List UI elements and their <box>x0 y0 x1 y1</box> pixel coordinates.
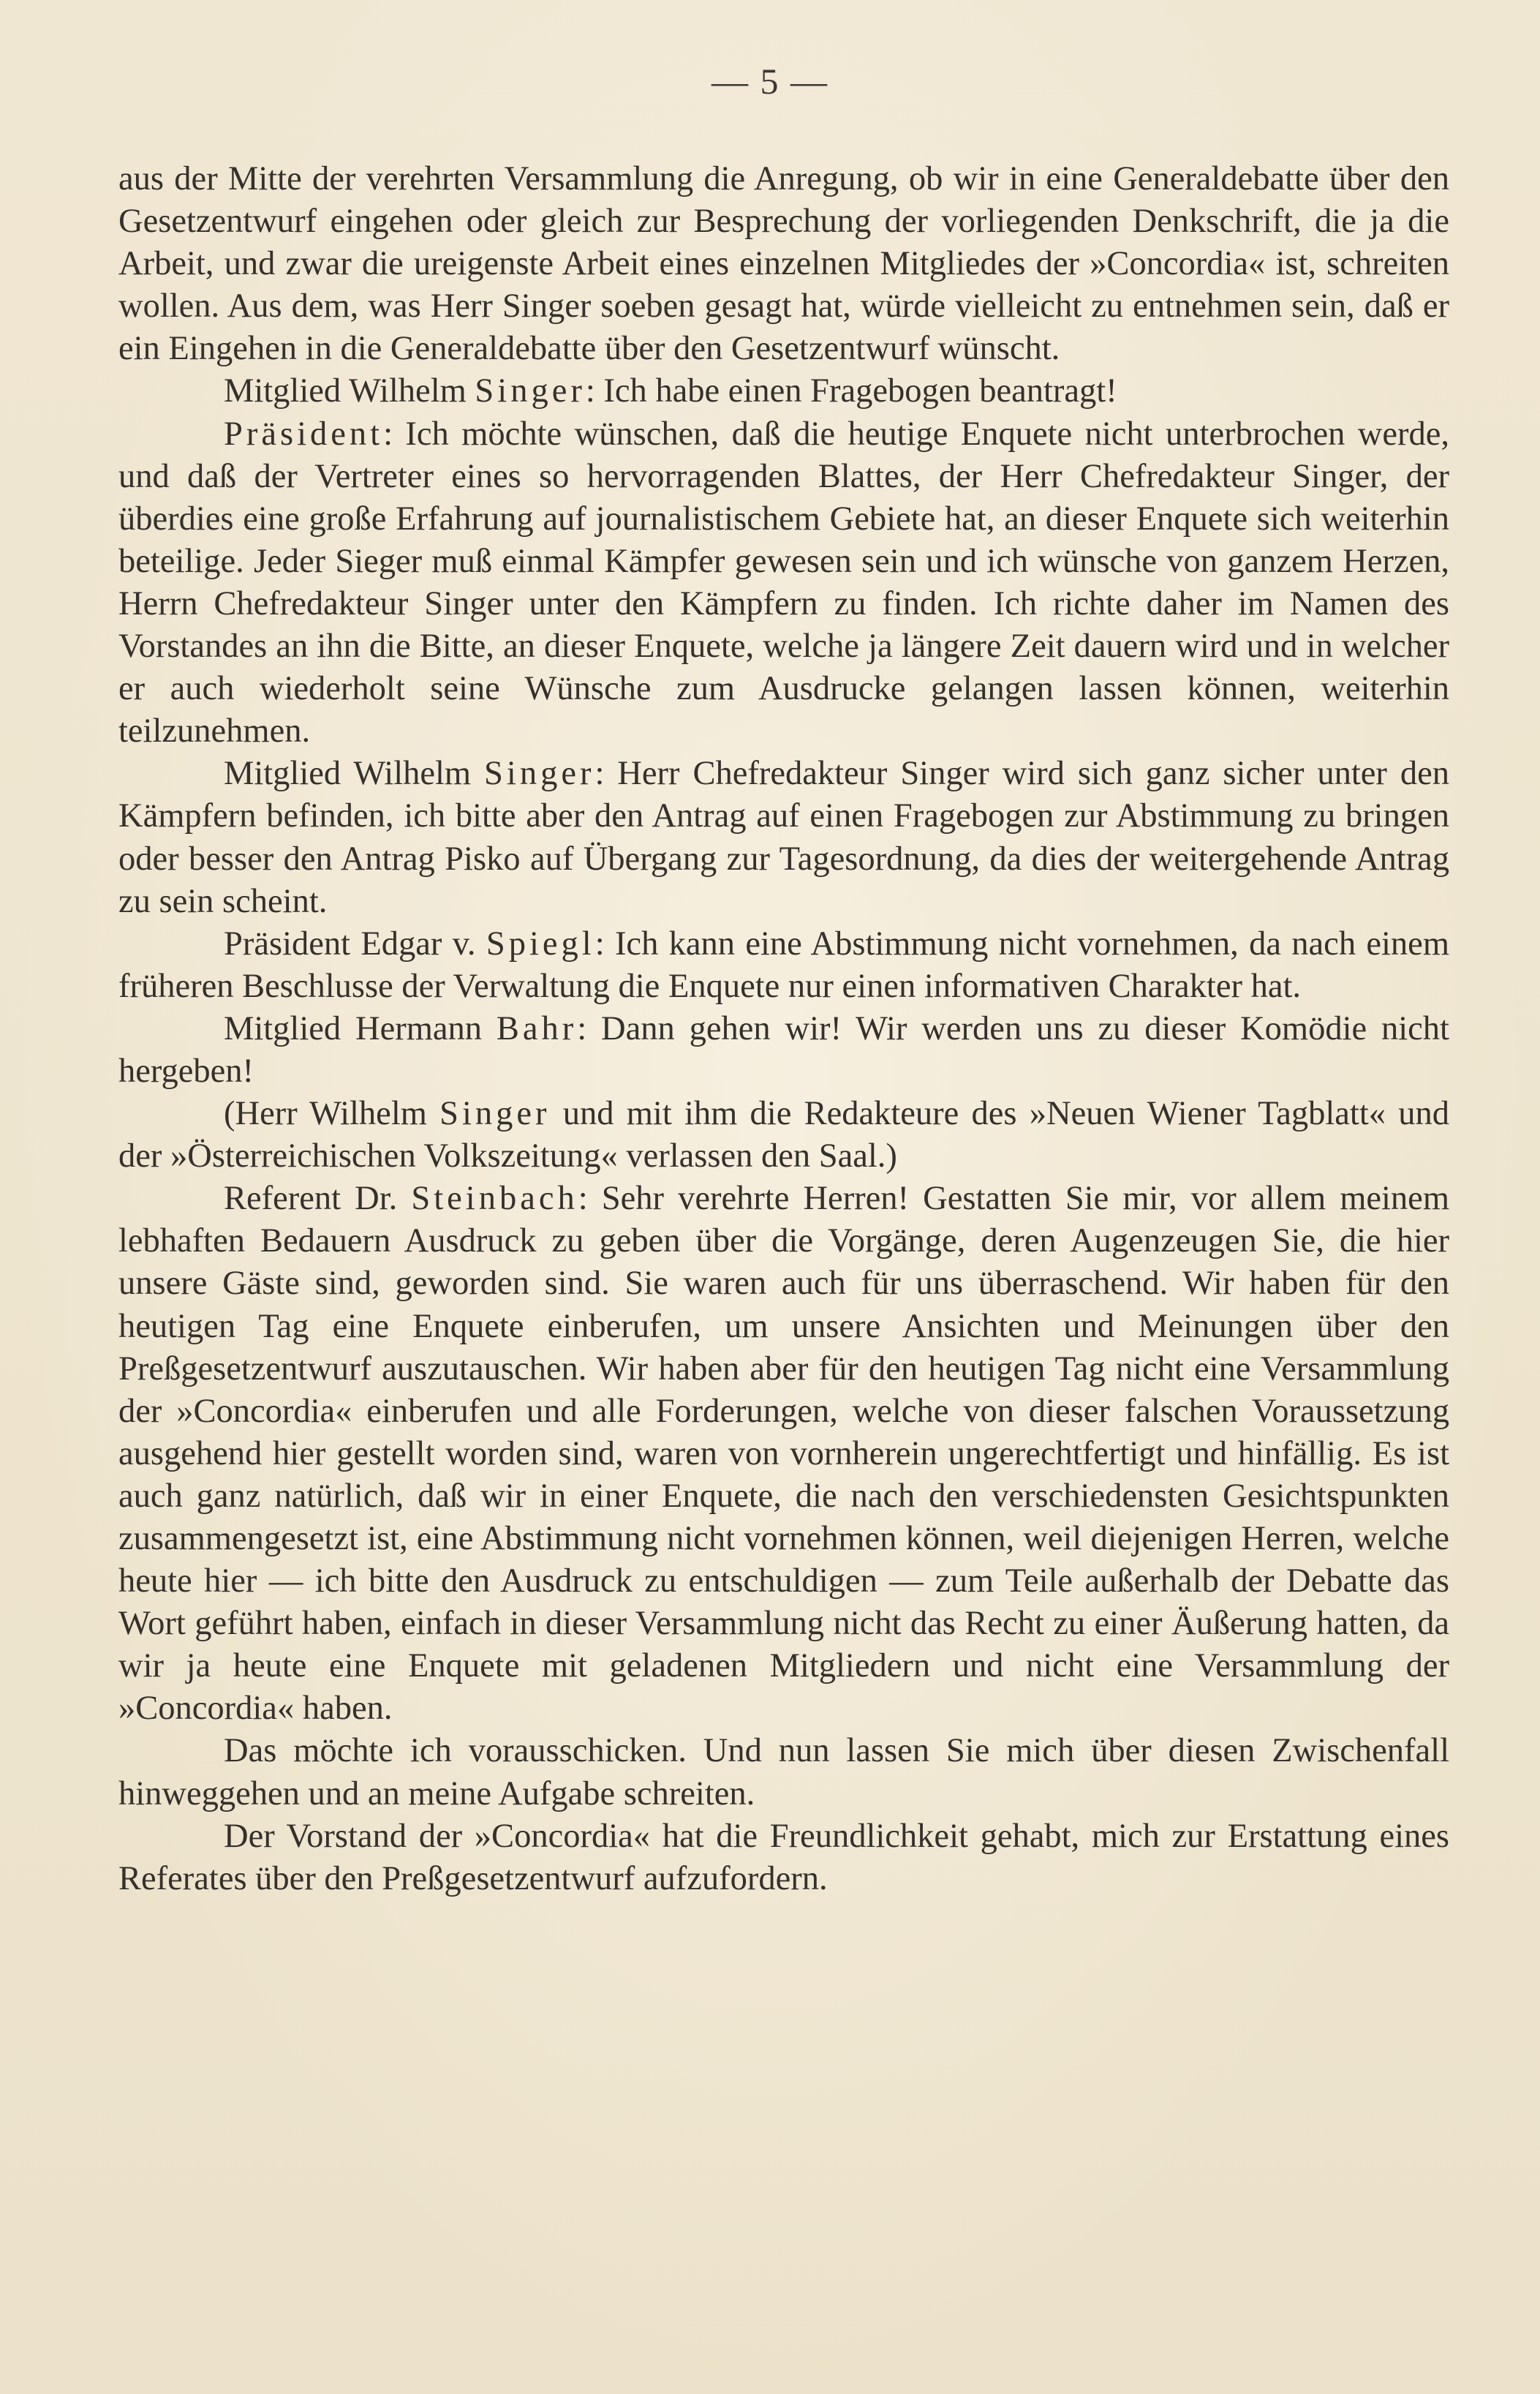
paragraph-singer-2 <box>118 753 1449 922</box>
speaker-name: Singer <box>439 1095 551 1133</box>
paragraph-text: : Ich kann eine Abstimmung nicht vornehmen, da nach einem früheren Beschlusse der Verwaltung die Enquete nur einen informativen Charakter hat. <box>118 925 1449 1005</box>
speaker-name: Präsident <box>224 415 384 453</box>
paragraph-singer-1 <box>118 370 1449 413</box>
paragraph-praesident-1 <box>118 413 1449 753</box>
paragraph-steinbach <box>118 1178 1449 1730</box>
paragraph-text: : Ich habe einen Fragebogen beantragt! <box>585 372 1117 410</box>
speaker-name: Singer <box>475 372 586 410</box>
paragraph-bahr <box>118 1008 1449 1093</box>
paragraph-vorstand <box>118 1815 1449 1900</box>
speaker-prefix: Mitglied Wilhelm <box>224 755 485 793</box>
speaker-prefix: Referent Dr. <box>224 1180 412 1218</box>
paragraph-text: : Dann gehen wir! Wir werden uns zu dieser Komödie nicht hergeben! <box>118 1009 1449 1090</box>
speaker-prefix: (Herr Wilhelm <box>224 1095 440 1133</box>
speaker-name: Bahr <box>496 1009 578 1047</box>
paragraph-text: : Sehr verehrte Herren! Gestatten Sie mir, vor allem meinem lebhaften Bedauern Ausdruck zu geben über die Vorgänge, deren Augenzeugen Sie, die hier unsere Gäste sind, geworden sind. Sie waren auch für uns überraschend. Wir haben für den heutigen Tag eine Enquete einberufen, um unsere Ansichten und Meinungen über den Preßgesetzentwurf auszutauschen. Wir haben aber für den heutigen Tag nicht eine Versammlung der »Concordia« einberufen und alle Forderungen, welche von dieser falschen Voraussetzung ausgehend hier gestellt worden sind, waren von vornherein ungerechtfertigt und hinfällig. Es ist auch ganz natürlich, daß wir in einer Enquete, die nach den verschiedensten Gesichtspunkten zusammengesetzt ist, eine Abstimmung nicht vornehmen können, weil diejenigen Herren, welche heute hier — ich bitte den Ausdruck zu entschuldigen — zum Teile außerhalb der Debatte das Wort geführt haben, einfach in dieser Versammlung nicht das Recht zu einer Äußerung hatten, da wir ja heute eine Enquete mit geladenen Mitgliedern und nicht eine Versammlung der »Concordia« haben. <box>118 1180 1449 1728</box>
page-number: — 5 — <box>712 61 828 102</box>
paragraph-stage-direction <box>118 1093 1449 1178</box>
paragraph-text: Das möchte ich vorausschicken. Und nun lassen Sie mich über diesen Zwischenfall hinweggehen und an meine Aufgabe schreiten. <box>118 1732 1449 1813</box>
speaker-name: Spiegl <box>486 925 595 963</box>
speaker-prefix: Mitglied Hermann <box>224 1009 497 1047</box>
speaker-name: Singer <box>484 755 595 793</box>
paragraph-vorausschicken <box>118 1730 1449 1815</box>
paragraph-text: und mit ihm die Redakteure des »Neuen Wiener Tagblatt« und der »Österreichischen Volkszeitung« verlassen den Saal.) <box>118 1095 1449 1175</box>
paragraph-text: : Herr Chefredakteur Singer wird sich ganz sicher unter den Kämpfern befinden, ich bitte aber den Antrag auf einen Fragebogen zur Abstimmung zu bringen oder besser den Antrag Pisko auf Übergang zur Tagesordnung, da dies der weitergehende Antrag zu sein scheint. <box>118 755 1449 920</box>
paragraph-text: aus der Mitte der verehrten Versammlung die Anregung, ob wir in eine Generaldebatte über den Gesetzentwurf eingehen oder gleich zur Besprechung der vorliegenden Denkschrift, die ja die Arbeit, und zwar die ureigenste Arbeit eines einzelnen Mitgliedes der »Concordia« ist, schreiten wollen. Aus dem, was Herr Singer soeben gesagt hat, würde vielleicht zu entnehmen sein, daß er ein Eingehen in die Generaldebatte über den Gesetzentwurf wünscht. <box>118 160 1449 368</box>
paragraph-spiegl <box>118 923 1449 1008</box>
speaker-prefix: Präsident Edgar v. <box>224 925 486 963</box>
speaker-prefix: Mitglied Wilhelm <box>224 372 475 410</box>
paragraph-continuation <box>118 158 1449 370</box>
paragraph-text: : Ich möchte wünschen, daß die heutige Enquete nicht unterbrochen werde, und daß der Vertreter eines so hervorragenden Blattes, der Herr Chefredakteur Singer, der überdies eine große Erfahrung auf journalistischem Gebiete hat, an dieser Enquete sich weiterhin beteilige. Jeder Sieger muß einmal Kämpfer gewesen sein und ich wünsche von ganzem Herzen, Herrn Chefredakteur Singer unter den Kämpfern zu finden. Ich richte daher im Namen des Vorstandes an ihn die Bitte, an dieser Enquete, welche ja längere Zeit dauern wird und in welcher er auch wiederholt seine Wünsche zum Ausdrucke gelangen lassen können, weiterhin teilzunehmen. <box>118 415 1449 750</box>
page-body <box>118 158 1449 1900</box>
paragraph-text: Der Vorstand der »Concordia« hat die Freundlichkeit gehabt, mich zur Erstattung eines Referates über den Preßgesetzentwurf aufzufordern. <box>118 1817 1449 1897</box>
speaker-name: Steinbach <box>411 1180 578 1218</box>
